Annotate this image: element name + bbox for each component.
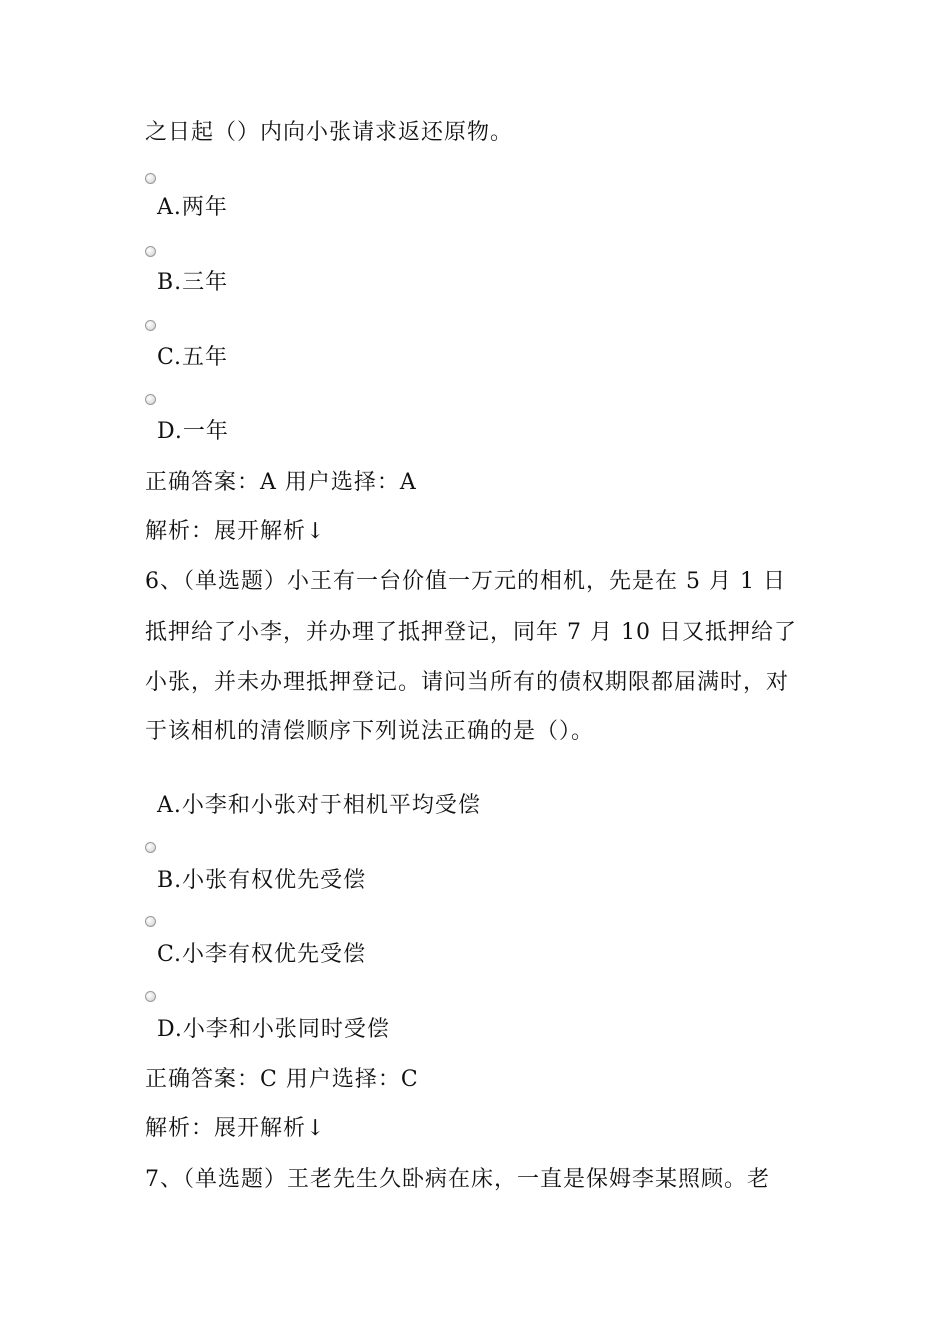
q5-option-b[interactable]: B.三年 <box>157 270 229 295</box>
q6-stem-line-3: 小张，并未办理抵押登记。请问当所有的债权期限都届满时，对 <box>145 670 790 695</box>
q6-option-b-radio[interactable] <box>145 842 156 853</box>
q6-option-c[interactable]: C.小李有权优先受偿 <box>157 942 367 967</box>
q6-option-d-radio[interactable] <box>145 991 156 1002</box>
q6-option-d[interactable]: D.小李和小张同时受偿 <box>157 1017 390 1042</box>
q6-stem-line-2: 抵押给了小李，并办理了抵押登记，同年 7 月 10 日又抵押给了 <box>145 620 797 645</box>
q5-option-c[interactable]: C.五年 <box>157 345 229 370</box>
q5-stem-tail: 之日起（）内向小张请求返还原物。 <box>145 120 514 145</box>
q5-option-b-radio[interactable] <box>145 246 156 257</box>
q6-option-a[interactable]: A.小李和小张对于相机平均受偿 <box>157 793 481 818</box>
q6-answer: 正确答案：C 用户选择：C <box>145 1067 419 1092</box>
q7-stem-line-1: 7、（单选题）王老先生久卧病在床，一直是保姆李某照顾。老 <box>145 1167 770 1192</box>
q5-option-a[interactable]: A.两年 <box>157 195 228 220</box>
q6-analysis-toggle[interactable]: 解析：展开解析↓ <box>145 1116 326 1141</box>
q5-analysis-toggle[interactable]: 解析：展开解析↓ <box>145 519 326 544</box>
q5-option-a-radio[interactable] <box>145 173 156 184</box>
q5-option-d[interactable]: D.一年 <box>157 419 229 444</box>
q6-option-c-radio[interactable] <box>145 916 156 927</box>
q6-stem-line-4: 于该相机的清偿顺序下列说法正确的是（）。 <box>145 719 595 744</box>
q6-stem-line-1: 6、（单选题）小王有一台价值一万元的相机，先是在 5 月 1 日 <box>145 569 786 594</box>
q5-answer: 正确答案：A 用户选择：A <box>145 470 417 495</box>
q5-option-c-radio[interactable] <box>145 320 156 331</box>
q6-option-b[interactable]: B.小张有权优先受偿 <box>157 868 367 893</box>
q5-option-d-radio[interactable] <box>145 394 156 405</box>
